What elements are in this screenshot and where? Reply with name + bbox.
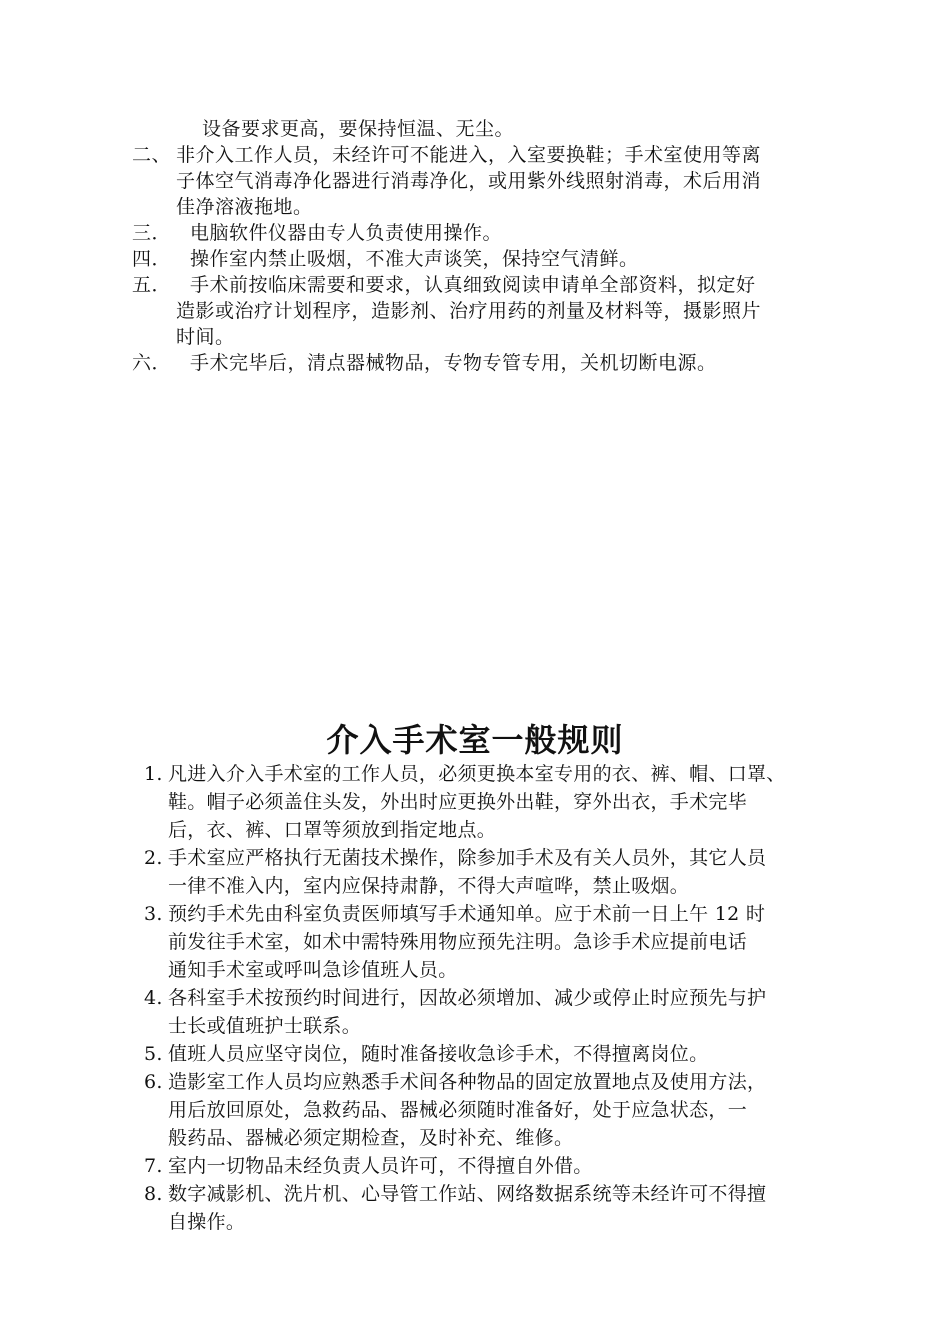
- item-line: 电脑软件仪器由专人负责使用操作。: [190, 222, 503, 244]
- item-line: 非介入工作人员，未经许可不能进入，入室要换鞋；手术室使用等离: [176, 144, 762, 166]
- item-line: 凡进入介入手术室的工作人员，必须更换本室专用的衣、裤、帽、口罩、: [168, 763, 786, 785]
- list-item: [144, 760, 874, 844]
- item-line: 造影或治疗计划程序，造影剂、治疗用药的剂量及材料等，摄影照片: [176, 300, 762, 322]
- item-line: 造影室工作人员均应熟悉手术间各种物品的固定放置地点及使用方法，: [168, 1071, 767, 1093]
- item-number: 五．: [132, 274, 172, 296]
- item-line: 用后放回原处，急救药品、器械必须随时准备好，处于应急状态，一: [168, 1099, 748, 1121]
- item-number: 2.: [144, 847, 163, 869]
- rules-list: [144, 760, 874, 1236]
- item-number: 六．: [132, 352, 172, 374]
- item-line: 前发往手术室，如术中需特殊用物应预先注明。急诊手术应提前电话: [168, 931, 748, 953]
- list-item: [132, 220, 862, 246]
- list-item: [132, 246, 862, 272]
- item-line: 鞋。帽子必须盖住头发，外出时应更换外出鞋，穿外出衣，手术完毕: [168, 791, 748, 813]
- item-line: 佳净溶液拖地。: [176, 196, 313, 218]
- item-line: 子体空气消毒净化器进行消毒净化，或用紫外线照射消毒，术后用消: [176, 170, 762, 192]
- item-number: 二、: [132, 144, 172, 166]
- item-number: 8.: [144, 1183, 163, 1205]
- list-item: [144, 1180, 874, 1236]
- list-item: [144, 1040, 874, 1068]
- list-item: [144, 1068, 874, 1152]
- item-number: 4.: [144, 987, 163, 1009]
- item-line: 值班人员应坚守岗位，随时准备接收急诊手术，不得擅离岗位。: [168, 1043, 709, 1065]
- item-number: 1.: [144, 763, 163, 785]
- item-line: 手术完毕后，清点器械物品，专物专管专用，关机切断电源。: [190, 352, 717, 374]
- list-item: [144, 844, 874, 900]
- item-line: 室内一切物品未经负责人员许可，不得擅自外借。: [168, 1155, 593, 1177]
- item-line: 预约手术先由科室负责医师填写手术通知单。应于术前一日上午 12 时: [168, 903, 766, 925]
- item-line: 士长或值班护士联系。: [168, 1015, 362, 1037]
- item-line: 后，衣、裤、口罩等须放到指定地点。: [168, 819, 497, 841]
- item-line: 手术前按临床需要和要求，认真细致阅读申请单全部资料，拟定好: [190, 274, 756, 296]
- previous-rules-continuation: [132, 116, 862, 376]
- item-line: 自操作。: [168, 1211, 246, 1233]
- item-line: 一律不准入内，室内应保持肃静，不得大声喧哗，禁止吸烟。: [168, 875, 690, 897]
- item-number: 7.: [144, 1155, 163, 1177]
- list-item: [132, 272, 862, 350]
- item-number: 四．: [132, 248, 172, 270]
- list-item: [144, 984, 874, 1040]
- continued-line: 设备要求更高，要保持恒温、无尘。: [202, 118, 515, 140]
- list-item: [144, 900, 874, 984]
- item-line: 操作室内禁止吸烟，不准大声谈笑，保持空气清鲜。: [190, 248, 639, 270]
- item-line: 数字减影机、洗片机、心导管工作站、网络数据系统等未经许可不得擅: [168, 1183, 767, 1205]
- list-item: [144, 1152, 874, 1180]
- item-line: 各科室手术按预约时间进行，因故必须增加、减少或停止时应预先与护: [168, 987, 767, 1009]
- item-number: 5.: [144, 1043, 163, 1065]
- list-item: [132, 350, 862, 376]
- item-line: 般药品、器械必须定期检查，及时补充、维修。: [168, 1127, 574, 1149]
- item-number: 6.: [144, 1071, 163, 1093]
- list-item: [132, 142, 862, 220]
- item-line: 通知手术室或呼叫急诊值班人员。: [168, 959, 458, 981]
- item-line: 时间。: [176, 326, 235, 348]
- item-number: 3.: [144, 903, 163, 925]
- item-number: 三．: [132, 222, 172, 244]
- page-title: 介入手术室一般规则: [326, 721, 624, 759]
- item-line: 手术室应严格执行无菌技术操作，除参加手术及有关人员外，其它人员: [168, 847, 767, 869]
